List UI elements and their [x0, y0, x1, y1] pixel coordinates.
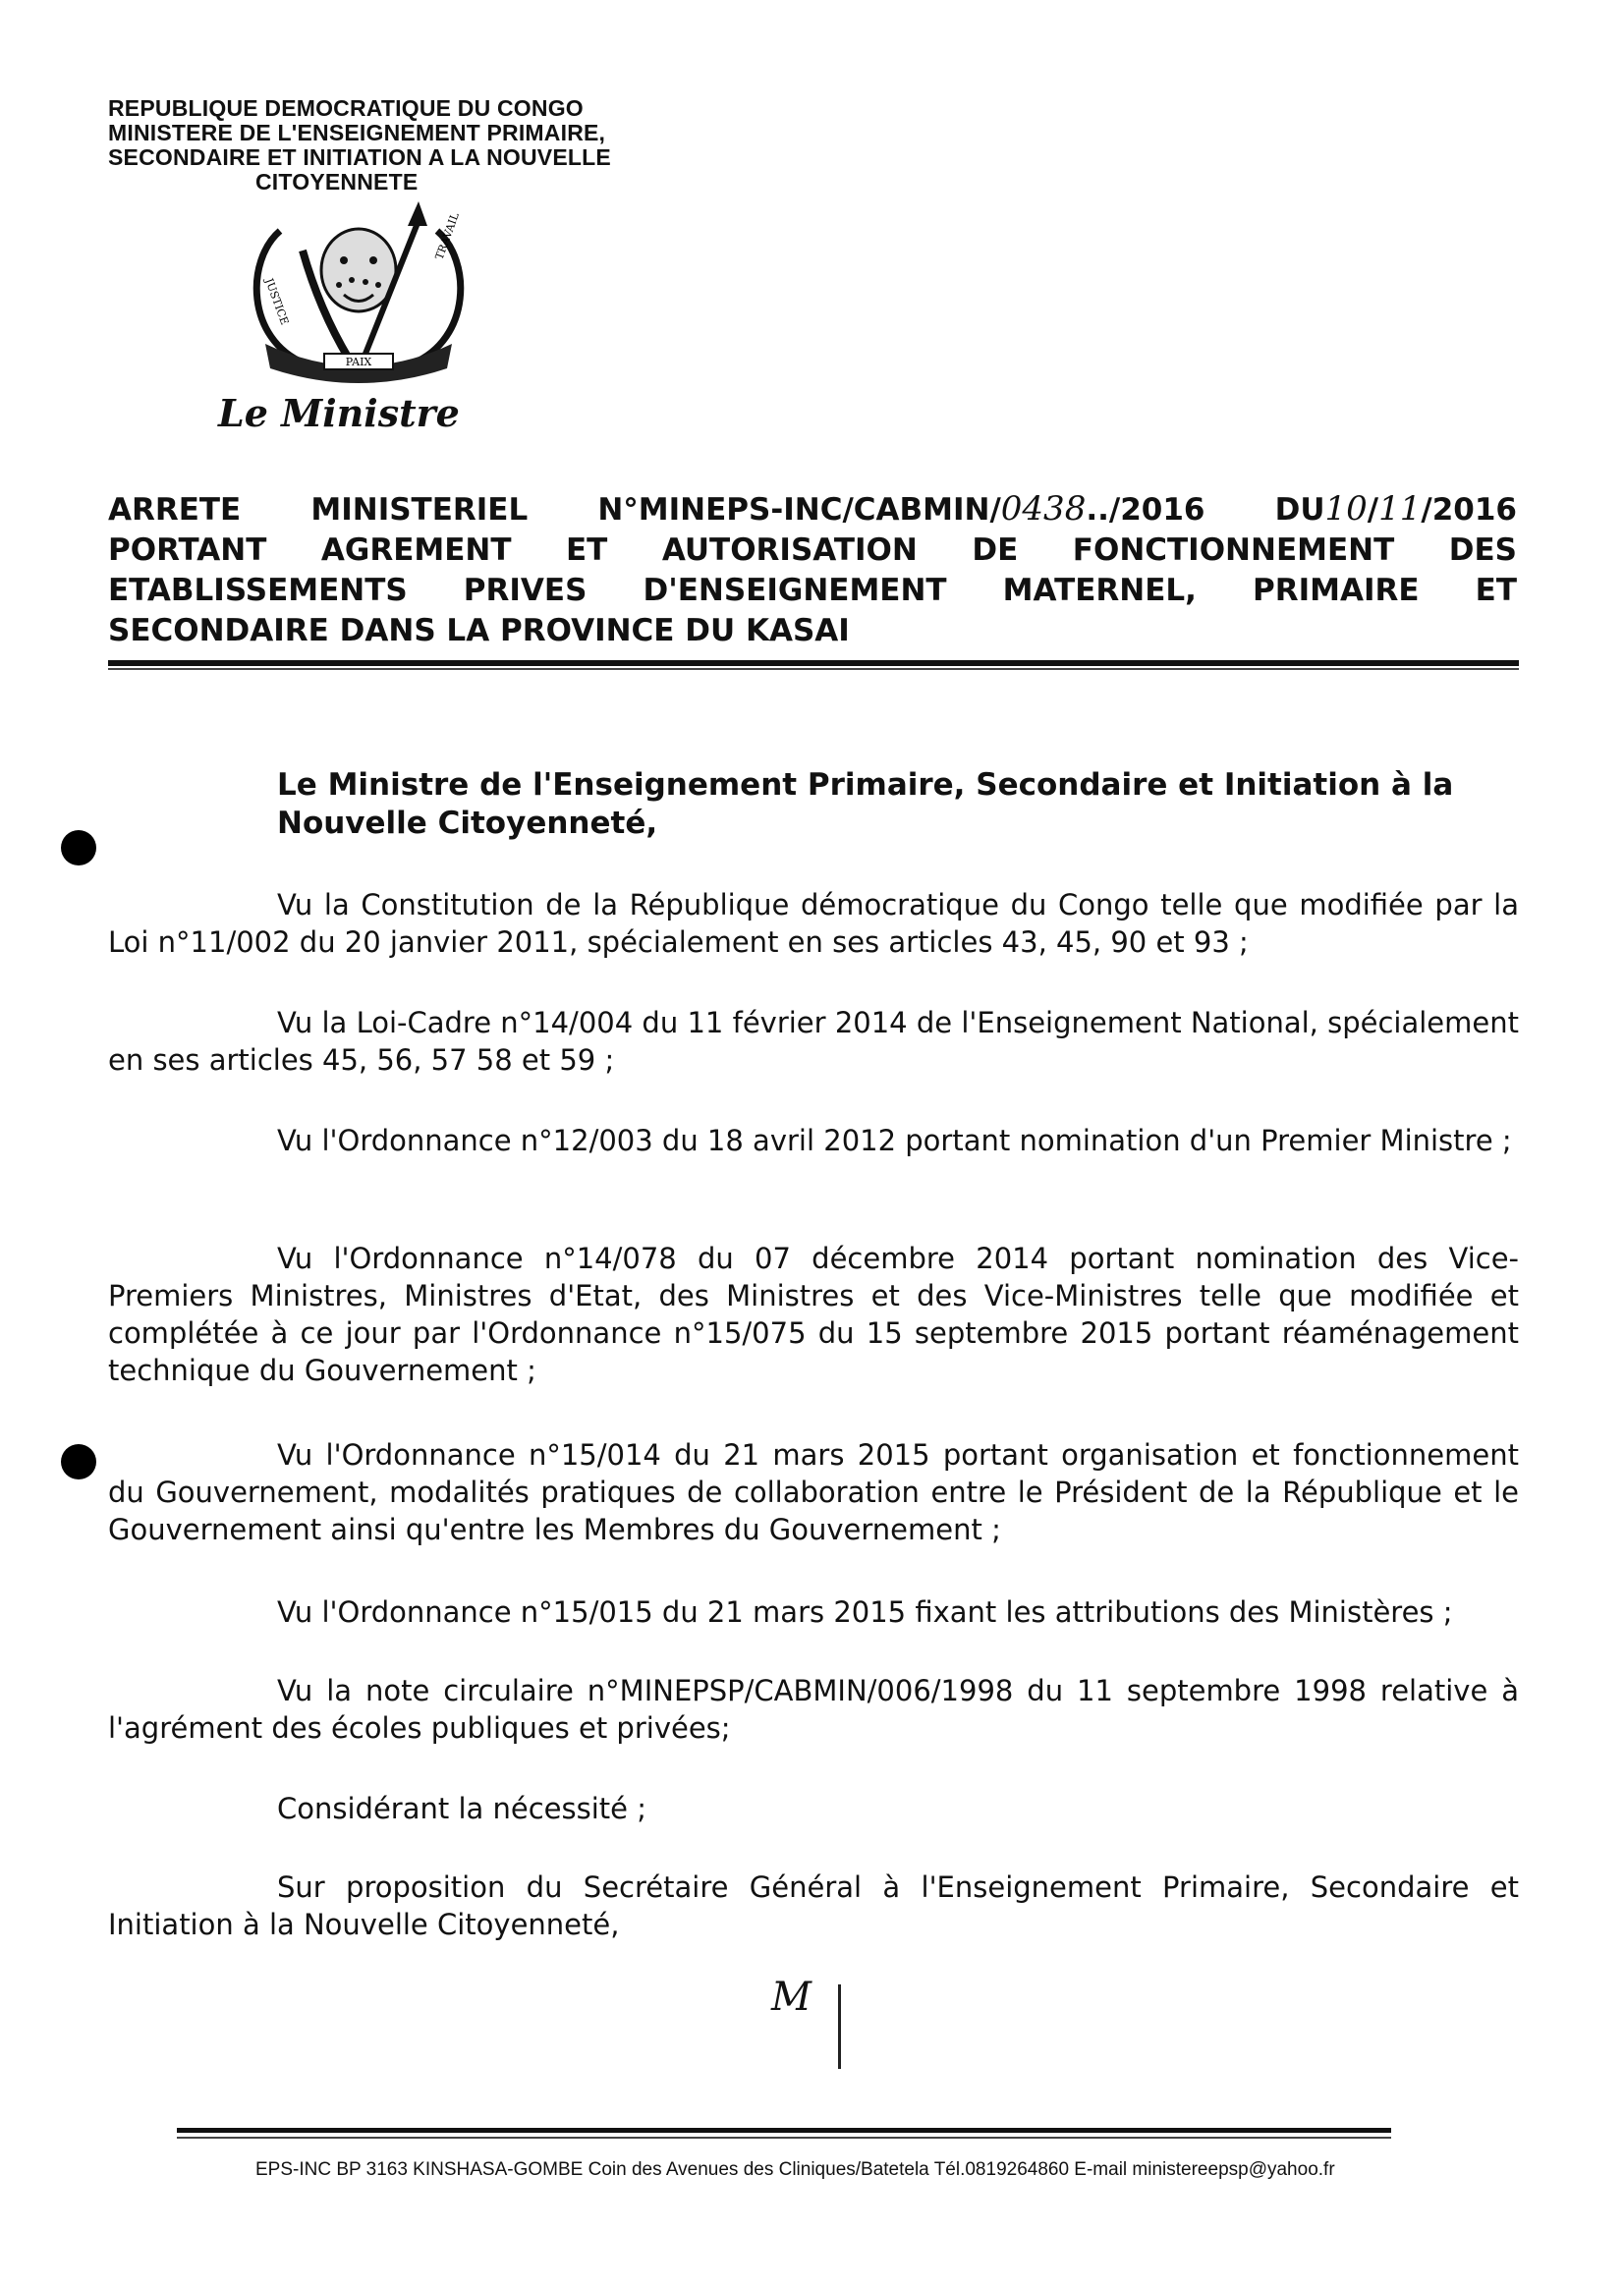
footer-rule — [177, 2128, 1391, 2133]
paragraph: Vu la Loi-Cadre n°14/004 du 11 février 2014 de l'Enseignement National, spécialement en ses articles 45, 56, 57 58 et 59 ; — [108, 1006, 1519, 1077]
paragraph: Vu la Constitution de la République démocratique du Congo telle que modifiée par la Loi n°11/002 du 20 janvier 2011, spécialement en ses articles 43, 45, 90 et 93 ; — [108, 888, 1519, 959]
decree-title-line-1: ARRETE MINISTERIEL N°MINEPS-INC/CABMIN/0438../2016 DU10/11/2016 — [108, 489, 1517, 529]
letterhead — [108, 96, 698, 195]
letterhead-line: REPUBLIQUE DEMOCRATIQUE DU CONGO — [108, 95, 584, 121]
handwritten-initials: M — [771, 1975, 812, 2020]
footer-rule-thin — [177, 2137, 1391, 2139]
decree-title — [108, 489, 1517, 651]
paragraph: Vu l'Ordonnance n°15/014 du 21 mars 2015 portant organisation et fonctionnement du Gouvernement, modalités pratiques de collaboration entre le Président de la République et le Gouvernement ainsi qu'entre les Membres du Gouvernement ; — [108, 1438, 1519, 1546]
paragraph: Considérant la nécessité ; — [277, 1792, 646, 1825]
letterhead-line: SECONDAIRE ET INITIATION A LA NOUVELLE — [108, 144, 611, 170]
decree-title-line-2: PORTANT AGREMENT ET AUTORISATION DE FONCTIONNEMENT DES — [108, 532, 1517, 568]
decree-day-handwritten: 10 — [1324, 489, 1368, 529]
paragraph: Vu l'Ordonnance n°15/015 du 21 mars 2015 fixant les attributions des Ministères ; — [277, 1595, 1453, 1629]
title-rule — [108, 660, 1519, 666]
initials-stroke — [838, 1984, 841, 2069]
decree-number-handwritten: 0438 — [1000, 489, 1087, 529]
punch-hole-mark — [61, 830, 96, 865]
minister-heading: Le Ministre de l'Enseignement Primaire, Secondaire et Initiation à la Nouvelle Citoyenneté, — [277, 767, 1454, 841]
emblem-motto-left: JUSTICE — [262, 276, 292, 327]
title-rule-thin — [108, 668, 1519, 670]
paragraph: Vu la note circulaire n°MINEPSP/CABMIN/006/1998 du 11 septembre 1998 relative à l'agrément des écoles publiques et privées; — [108, 1674, 1519, 1745]
paragraph: Vu l'Ordonnance n°12/003 du 18 avril 2012 portant nomination d'un Premier Ministre ; — [277, 1124, 1512, 1157]
emblem-motto-bottom: PAIX — [345, 356, 372, 368]
letterhead-line: MINISTERE DE L'ENSEIGNEMENT PRIMAIRE, — [108, 120, 606, 145]
decree-month-handwritten: 11 — [1378, 489, 1422, 529]
decree-title-line-4: SECONDAIRE DANS LA PROVINCE DU KASAI — [108, 613, 850, 648]
coat-of-arms-emblem — [226, 201, 491, 388]
letterhead-line: CITOYENNETE — [255, 169, 419, 195]
paragraph: Sur proposition du Secrétaire Général à l'Enseignement Primaire, Secondaire et Initiation à la Nouvelle Citoyenneté, — [108, 1870, 1519, 1941]
punch-hole-mark — [61, 1444, 96, 1479]
footer-contact: EPS-INC BP 3163 KINSHASA-GOMBE Coin des Avenues des Cliniques/Batetela Tél.0819264860 E-mail ministereepsp@yahoo.fr — [255, 2159, 1335, 2180]
le-ministre-signature: Le Ministre — [218, 391, 460, 435]
emblem-motto-right: TRAVAIL — [432, 210, 462, 262]
paragraph: Vu l'Ordonnance n°14/078 du 07 décembre 2014 portant nomination des Vice-Premiers Ministres, Ministres d'Etat, des Ministres et des Vice-Ministres telle que modifiée et complétée à ce jour par l'Ordonnance n°15/075 du 15 septembre 2015 portant réaménagement technique du Gouvernement ; — [108, 1242, 1519, 1387]
decree-title-line-3: ETABLISSEMENTS PRIVES D'ENSEIGNEMENT MATERNEL, PRIMAIRE ET — [108, 573, 1517, 608]
